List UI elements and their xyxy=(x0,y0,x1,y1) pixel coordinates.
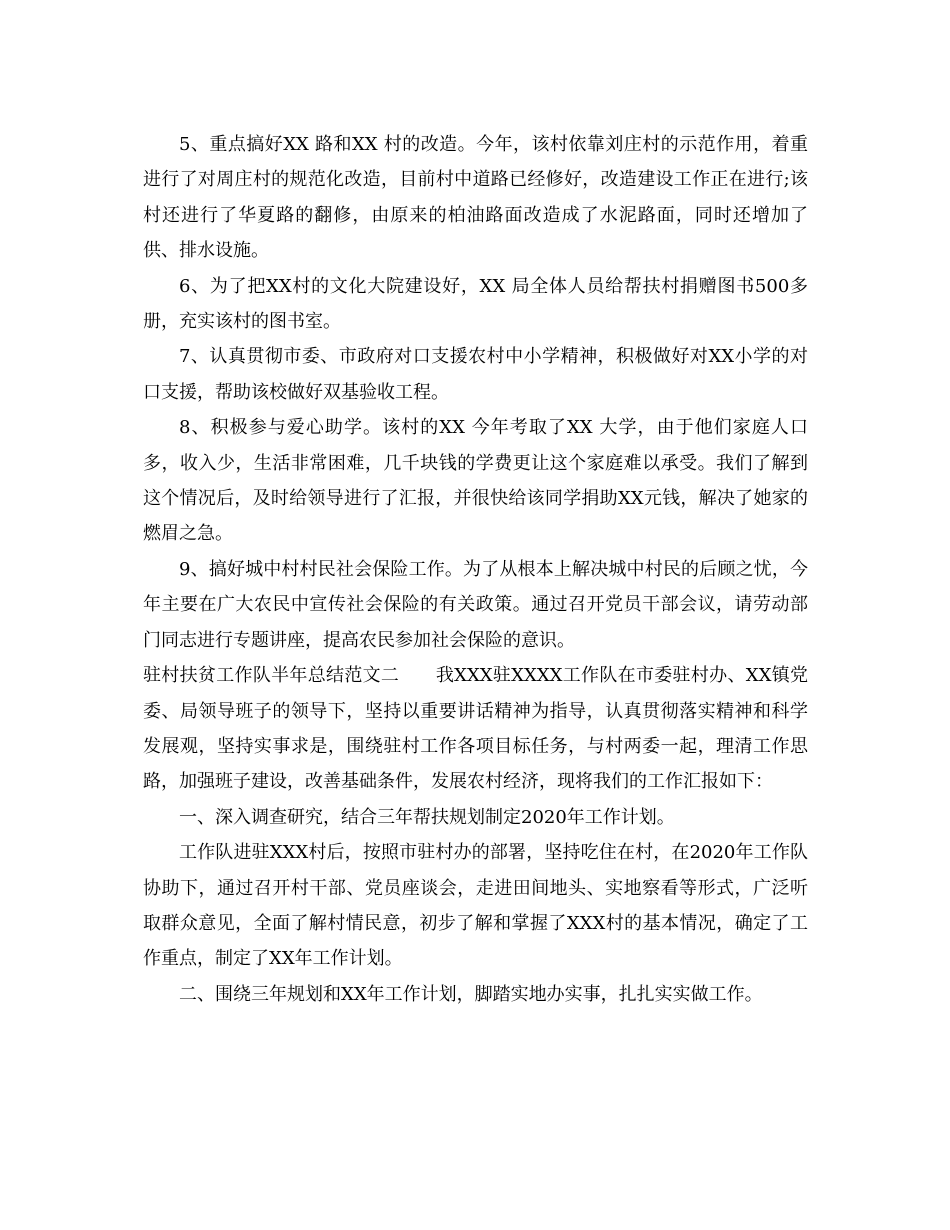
paragraph-item-6: 6、为了把XX村的文化大院建设好，XX 局全体人员给帮扶村捐赠图书500多册，充实该村的图书室。 xyxy=(143,275,808,333)
paragraph-item-5: 5、重点搞好XX 路和XX 村的改造。今年，该村依靠刘庄村的示范作用，着重进行了对周庄村的规范化改造，目前村中道路已经修好，改造建设工作正在进行;该村还进行了华夏路的翻修，由原来的柏油路面改造成了水泥路面，同时还增加了供、排水设施。 xyxy=(143,134,808,262)
paragraph-item-8: 8、积极参与爱心助学。该村的XX 今年考取了XX 大学，由于他们家庭人口多，收入少，生活非常困难，几千块钱的学费更让这个家庭难以承受。我们了解到这个情况后，及时给领导进行了汇报，并很快给该同学捐助XX元钱，解决了她家的燃眉之急。 xyxy=(143,417,808,545)
heading-two-paragraph: 二、围绕三年规划和XX年工作计划，脚踏实地办实事，扎扎实实做工作。 xyxy=(179,983,763,1005)
document-body xyxy=(143,127,808,1012)
paragraph-item-9: 9、搞好城中村村民社会保险工作。为了从根本上解决城中村民的后顾之忧，今年主要在广大农民中宣传社会保险的有关政策。通过召开党员干部会议，请劳动部门同志进行专题讲座，提高农民参加社会保险的意识。 xyxy=(143,558,808,651)
paragraph-item-7: 7、认真贯彻市委、市政府对口支援农村中小学精神，积极做好对XX小学的对口支援，帮助该校做好双基验收工程。 xyxy=(143,346,808,403)
heading-one-paragraph: 一、深入调查研究，结合三年帮扶规划制定2020年工作计划。 xyxy=(179,806,675,828)
work-plan-paragraph: 工作队进驻XXX村后，按照市驻村办的部署，坚持吃住在村，在2020年工作队协助下，通过召开村干部、党员座谈会，走进田间地头、实地察看等形式，广泛听取群众意见，全面了解村情民意，初步了解和掌握了XXX村的基本情况，确定了工作重点，制定了XX年工作计划。 xyxy=(143,842,808,970)
section-two-intro-paragraph: 驻村扶贫工作队半年总结范文二 我XXX驻XXXX工作队在市委驻村办、XX镇党委、局领导班子的领导下，坚持以重要讲话精神为指导，认真贯彻落实精神和科学发展观，坚持实事求是，围绕驻村工作各项目标任务，与村两委一起，理清工作思路，加强班子建设，改善基础条件，发展农村经济，现将我们的工作汇报如下： xyxy=(143,665,808,793)
